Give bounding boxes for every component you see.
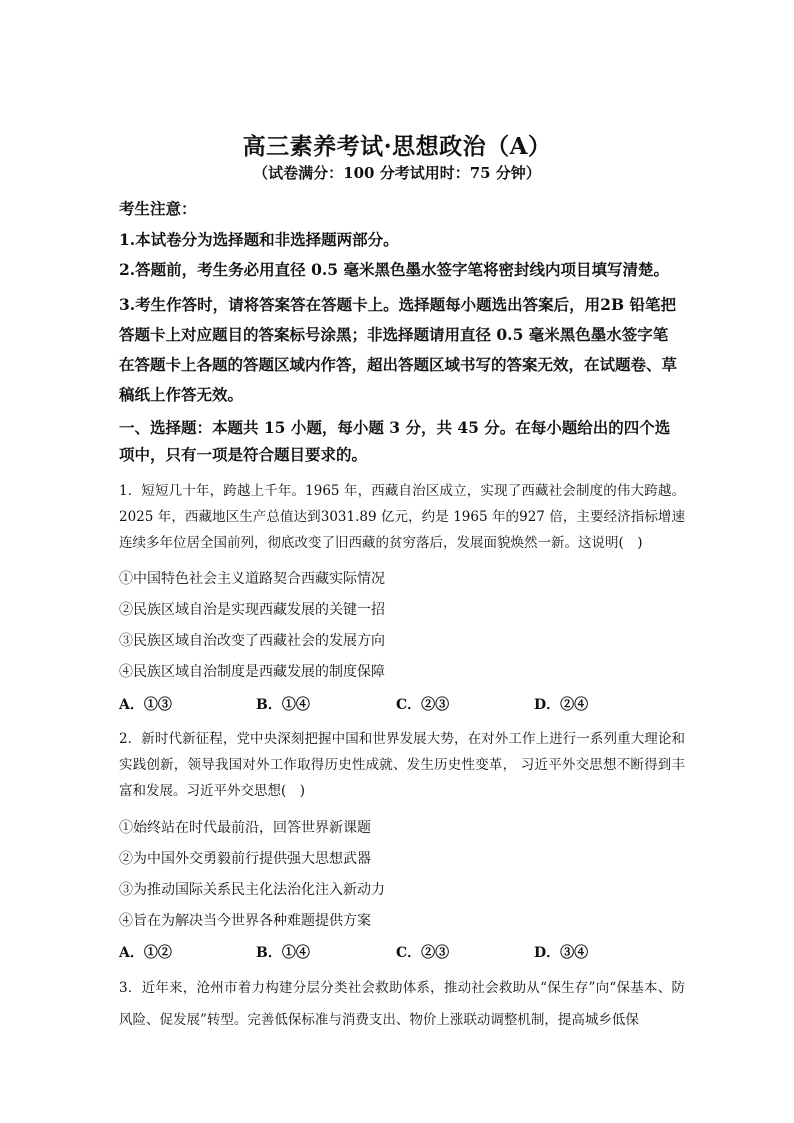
question-2-choice-a: A．①② bbox=[119, 945, 172, 961]
question-1-choice-b: B．①④ bbox=[256, 697, 310, 713]
question-2-choices bbox=[119, 942, 679, 962]
question-1-option-3: ③民族区域自治改变了西藏社会的发展方向 bbox=[119, 633, 385, 649]
notice-title: 考生注意： bbox=[119, 199, 197, 218]
question-1-option-4: ④民族区域自治制度是西藏发展的制度保障 bbox=[119, 664, 385, 680]
question-2-choice-b: B．①④ bbox=[256, 945, 310, 961]
question-2-choice-c: C．②③ bbox=[396, 945, 450, 961]
question-2-option-3: ③为推动国际关系民主化法治化注入新动力 bbox=[119, 882, 385, 898]
question-2-option-2: ②为中国外交勇毅前行提供强大思想武器 bbox=[119, 851, 371, 867]
question-1-option-1: ①中国特色社会主义道路契合西藏实际情况 bbox=[119, 571, 385, 587]
notice-item-3: 3.考生作答时，请将答案答在答题卡上。选择题每小题选出答案后，用2B 铅笔把答题卡上对应题目的答案标号涂黑；非选择题请用直径 0.5 毫米黑色墨水签字笔在答题卡上各题的答题区域内作答，超出答题区域书写的答案无效，在试题卷、草稿纸上作答无效。 bbox=[119, 295, 678, 404]
question-3-stem: 3．近年来，沧州市着力构建分层分类社会救助体系，推动社会救助从“保生存”向“保基本、防风险、促发展”转型。完善低保标准与消费支出、物价上涨联动调整机制，提高城乡低保 bbox=[119, 980, 685, 1028]
question-1-choice-d: D．②④ bbox=[534, 697, 589, 713]
notice-item-1: 1.本试卷分为选择题和非选择题两部分。 bbox=[119, 230, 399, 249]
question-2-choice-d: D．③④ bbox=[534, 945, 589, 961]
question-1-stem: 1．短短几十年，跨越上千年。1965 年，西藏自治区成立，实现了西藏社会制度的伟大跨越。2025 年，西藏地区生产总值达到3031.89 亿元，约是 1965 年的927 倍，主要经济指标增速连续多年位居全国前列，彻底改变了旧西藏的贫穷落后，发展面貌焕然一新。这说明( ) bbox=[119, 483, 685, 551]
section-heading: 一、选择题：本题共 15 小题，每小题 3 分，共 45 分。在每小题给出的四个选项中，只有一项是符合题目要求的。 bbox=[119, 418, 671, 464]
question-1-choice-a: A．①③ bbox=[119, 697, 172, 713]
question-2-option-4: ④旨在为解决当今世界各种难题提供方案 bbox=[119, 913, 371, 929]
exam-title: 高三素养考试·思想政治（A） bbox=[242, 133, 552, 160]
notice-item-2: 2.答题前，考生务必用直径 0.5 毫米黑色墨水签字笔将密封线内项目填写清楚。 bbox=[119, 260, 669, 279]
question-2-stem: 2．新时代新征程，党中央深刻把握中国和世界发展大势，在对外工作上进行一系列重大理论和实践创新，领导我国对外工作取得历史性成就、发生历史性变革， 习近平外交思想不断得到丰富和发展。习近平外交思想( ) bbox=[119, 731, 685, 799]
question-2-option-1: ①始终站在时代最前沿，回答世界新课题 bbox=[119, 820, 371, 836]
exam-subtitle: （试卷满分：100 分考试用时：75 分钟） bbox=[253, 164, 541, 182]
question-1-option-2: ②民族区域自治是实现西藏发展的关键一招 bbox=[119, 602, 385, 618]
question-1-choices bbox=[119, 694, 679, 714]
question-1-choice-c: C．②③ bbox=[396, 697, 450, 713]
